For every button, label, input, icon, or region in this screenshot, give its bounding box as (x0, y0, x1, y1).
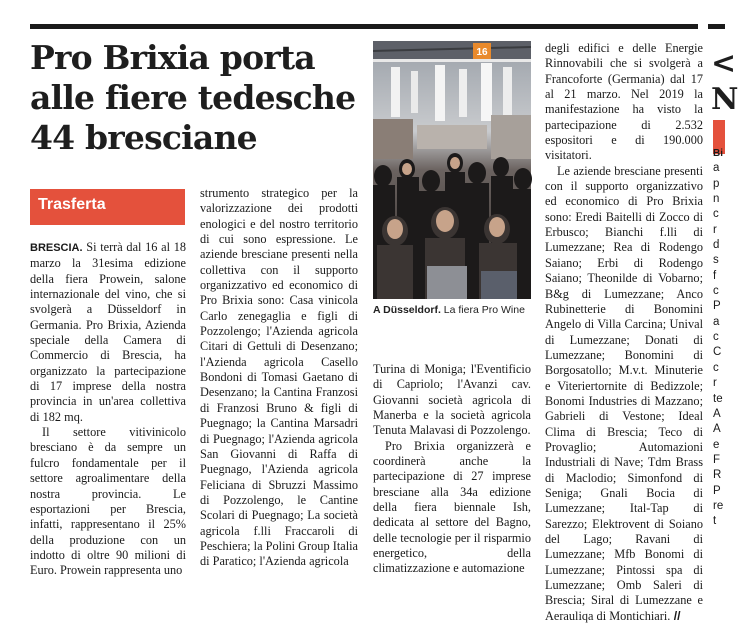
next-fragment: d (713, 239, 720, 252)
next-fragment: a (713, 162, 720, 175)
next-fragment: re (713, 499, 724, 512)
photo-caption (373, 304, 533, 316)
article-column-1 (30, 240, 186, 579)
next-fragment: e (713, 438, 720, 451)
next-fragment: P (713, 484, 721, 497)
col2-paragraph-1: strumento strategico per la valorizzazione dei prodotti enologici e del nostro territorio di cui sono espressione. Le aziende bresciane presenti nella collettiva con il supporto organizzativo ed economico di Pro Brixia sono: Casa vinicola Carlo zenegaglia e figli di Pozzolengo; l'Azienda agricola Citari di Gettuli di Desenzano; l'Azienda agricola Casello Bondoni di Tomasi Gaetano di Desenzano; la Cantina Franzosi di Franzosi Bruno & figli di Puegnago; la Cantina Marsadri di Puegnago; l'Azienda agricola San Giovanni di Raffa di Puegnago, l'Azienda agricola Feliciana di Sbruzzi Massimo di Pozzolengo, le Cantine Scolari di Puegnago; La società agricola f.lli Fraccaroli di Peschiera; la Polini Group Italia di Paratico; l'Azienda agricola (200, 186, 358, 569)
caption-text: La fiera Pro Wine (440, 304, 525, 316)
next-fragment: s (713, 254, 719, 267)
article-headline (30, 38, 370, 158)
col1-paragraph-2: Il settore vitivinicolo bresciano è da sempre un fulcro fondamentale per il settore agroalimentare della nostra provincia. Le esportazioni per Brescia, infatti, rappresentano il 25% della produzione con un indotto di oltre 90 milioni di Euro. Prowein rappresenta uno (30, 425, 186, 578)
next-fragment: f (713, 269, 717, 282)
next-headline-line-2: N (711, 82, 738, 117)
dateline: BRESCIA. (30, 242, 83, 254)
caption-bold: A Düsseldorf. (373, 304, 441, 316)
next-article-column (713, 146, 727, 530)
section-kicker (30, 189, 185, 225)
next-fragment: p (713, 177, 720, 190)
headline-line-1: Pro Brixia porta (30, 38, 315, 77)
next-fragment: c (713, 331, 719, 344)
top-rule-next (708, 24, 725, 29)
next-fragment: c (713, 361, 719, 374)
next-fragment: r (713, 377, 717, 390)
col3-paragraph-2: Pro Brixia organizzerà e coordinerà anche la partecipazione di 27 imprese bresciane alla 34a edizione della fiera biennale Ish, dedicata al settore del Bagno, delle tecnologie per il risparmio energetico, della climatizzazione e automazione (373, 438, 531, 576)
next-fragment: n (713, 193, 720, 206)
article-column-3 (373, 362, 531, 577)
next-headline-line-1: < (711, 46, 737, 81)
next-fragment: C (713, 346, 722, 359)
article-photo (373, 41, 531, 299)
article-column-2 (200, 186, 358, 570)
col4-paragraph-1: degli edifici e delle Energie Rinnovabili che si svolgerà a Francoforte (Germania) dal 17 al 21 marzo. Nel 2019 la manifestazione ha visto la partecipazione di 2.532 espositori e di 190.000 visitatori. (545, 41, 703, 163)
next-fragment: r (713, 223, 717, 236)
next-fragment: Bi (713, 148, 723, 159)
col1-paragraph-1: Si terrà dal 16 al 18 marzo la 31esima edizione della fiera Prowein, salone internazionale del vino, che si svolgerà a Düsseldorf in Germania. Pro Brixia, Azienda speciale della Camera di Commercio di Brescia, ha organizzato la partecipazione di 17 imprese della nostra provincia in un'area collettiva di 182 mq. (30, 240, 186, 424)
col3-paragraph-1: Turina di Moniga; l'Eventificio di Capriolo; l'Avanzi cav. Giovanni società agricola di Manerba e la società agricola Tenuta Malavasi di Pozzolengo. (373, 362, 531, 438)
next-fragment: c (713, 285, 719, 298)
next-fragment: A (713, 423, 721, 436)
kicker-label: Trasferta (38, 196, 106, 213)
headline-line-3: 44 bresciane (30, 118, 257, 157)
next-fragment: c (713, 208, 719, 221)
hall-sign-number: 16 (476, 47, 488, 58)
next-article-headline (711, 46, 738, 118)
next-fragment: P (713, 300, 721, 313)
headline-line-2: alle fiere tedesche (30, 78, 356, 117)
col4-paragraph-2: Le aziende bresciane presenti con il supporto organizzativo ed economico di Pro Brixia sono: Eredi Baitelli di Zocco di Erbusco; Bianchi f.lli di Lumezzane; Rea di Rodengo Saiano; Erbi di Rodengo Saiano; Theonilde di Vobarno; B&g di Lumezzane; Anco Rubinetterie di Bonomini Angelo di Villa Carcina; Unival di Lumezzane; Donati di Lumezzane; Bonomini di Borgosatollo; M.v.t. Minuterie e Viteriertornite di Bedizzole; Bonomi Industries di Mazzano; Gabrieli di Vestone; Ideal Clima di Brescia; Teco di Provaglio; Automazioni Industriali di Nave; Tdm Brass di Maclodio; Simonfond di Seniga; Gnali Bocia di Lumezzane; Ital-Tap di Sarezzo; Elektrovent di Soiano del Lago; Ravani di Lumezzane; Mfb Bonomi di Lumezzane; Pintossi spa di Lumezzane; Omb Saleri di Brescia; Siral di Lumezzane e Aerauliqa di Montichiari. (545, 163, 703, 623)
end-mark: // (670, 608, 681, 623)
next-fragment: a (713, 315, 720, 328)
next-fragment: A (713, 407, 721, 420)
top-rule (30, 24, 698, 29)
next-fragment: F (713, 453, 721, 466)
trade-fair-crowd-image (373, 41, 531, 299)
next-fragment: t (713, 515, 717, 528)
next-fragment: R (713, 469, 722, 482)
article-column-4 (545, 41, 703, 624)
next-fragment: te (713, 392, 723, 405)
